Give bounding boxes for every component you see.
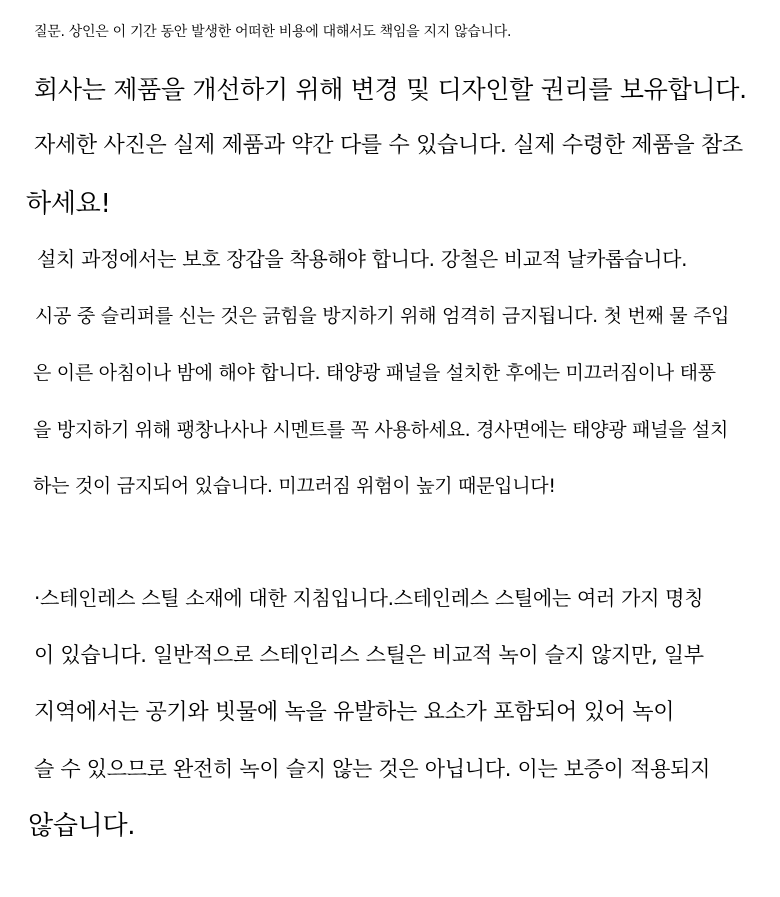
- stainless-line-3: 지역에서는 공기와 빗물에 녹을 유발하는 요소가 포함되어 있어 녹이: [34, 700, 675, 725]
- stainless-line-5: 않습니다.: [28, 811, 136, 841]
- installation-line-4: 을 방지하기 위해 팽창나사나 시멘트를 꼭 사용하세요. 경사면에는 태양광 패널을 설치: [33, 419, 729, 441]
- disclaimer-line: 질문. 상인은 이 기간 동안 발생한 어떠한 비용에 대해서도 책임을 지지 않습니다.: [34, 24, 512, 40]
- rights-statement-line: 회사는 제품을 개선하기 위해 변경 및 디자인할 권리를 보유합니다.: [34, 75, 747, 104]
- photo-note-line-1: 자세한 사진은 실제 제품과 약간 다를 수 있습니다. 실제 수령한 제품을 참조: [34, 133, 743, 158]
- stainless-line-4: 슬 수 있으므로 완전히 녹이 슬지 않는 것은 아닙니다. 이는 보증이 적용되지: [34, 757, 711, 781]
- photo-note-line-2: 하세요!: [26, 189, 111, 219]
- installation-line-1: 설치 과정에서는 보호 장갑을 착용해야 합니다. 강철은 비교적 날카롭습니다.: [37, 247, 688, 271]
- installation-line-5: 하는 것이 금지되어 있습니다. 미끄러짐 위험이 높기 때문입니다!: [33, 475, 556, 497]
- stainless-line-1: ·스테인레스 스틸 소재에 대한 지침입니다.스테인레스 스틸에는 여러 가지 명칭: [34, 586, 704, 610]
- installation-line-3: 은 이른 아침이나 밤에 해야 합니다. 태양광 패널을 설치한 후에는 미끄러짐이나 태풍: [33, 362, 716, 384]
- stainless-line-2: 이 있습니다. 일반적으로 스테인리스 스틸은 비교적 녹이 슬지 않지만, 일부: [34, 643, 704, 667]
- installation-line-2: 시공 중 슬리퍼를 신는 것은 긁힘을 방지하기 위해 엄격히 금지됩니다. 첫 번째 물 주입: [35, 305, 730, 327]
